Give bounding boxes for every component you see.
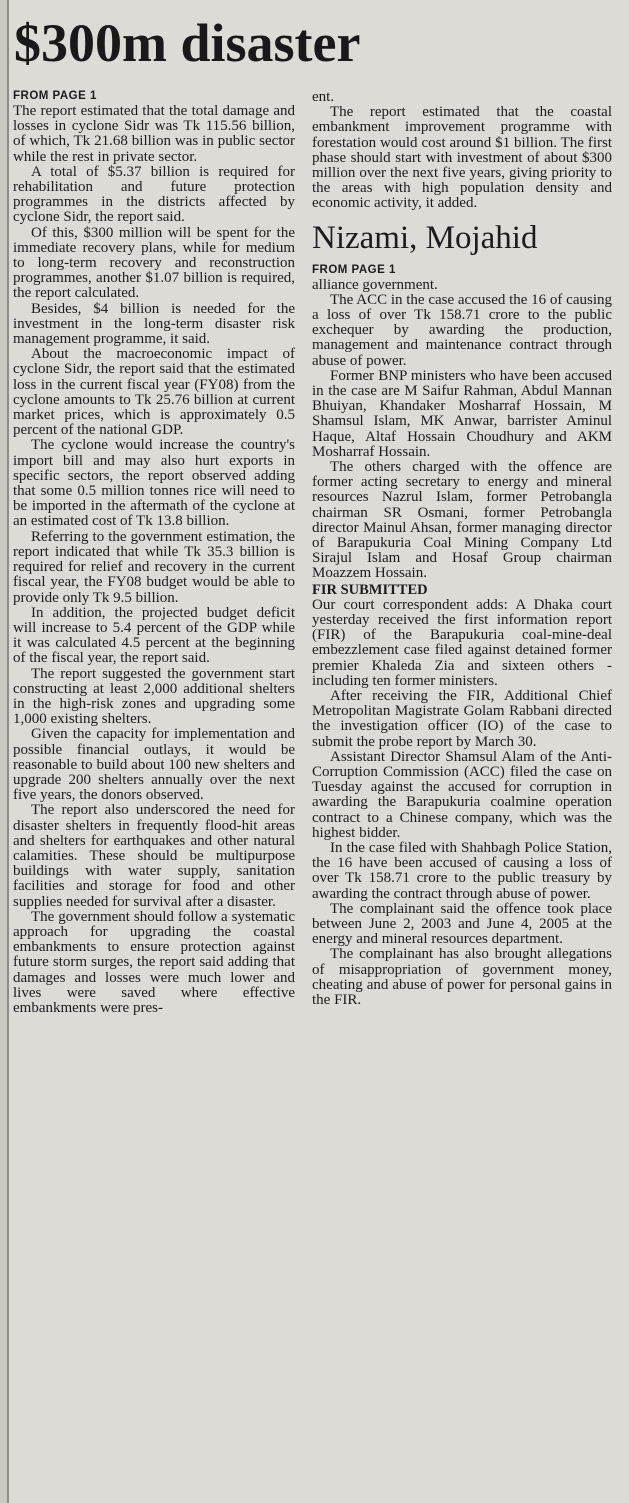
article-paragraph: About the macroeconomic impact of cyclone Sidr, the report said that the estimated loss in the current fiscal year (FY08) from the cyclone amounts to Tk 25.76 billion at current market prices, which is approximately 0.5 percent of the national GDP. [13, 346, 295, 439]
section-label-fir-submitted: FIR SUBMITTED [312, 581, 428, 598]
article-paragraph: The complainant said the offence took place between June 2, 2003 and June 4, 2005 at the energy and mineral resources department. [312, 900, 612, 948]
article-paragraph: In addition, the projected budget deficit will increase to 5.4 percent of the GDP while it was calculated 4.5 percent at the beginning of the fiscal year, the report said. [13, 604, 295, 667]
article-paragraph: In the case filed with Shahbagh Police Station, the 16 have been accused of causing a loss of over Tk 158.71 crore to the public treasury by awarding the contract through abuse of power. [312, 839, 612, 902]
article-paragraph: Assistant Director Shamsul Alam of the Anti-Corruption Commission (ACC) filed the case on Tuesday against the accused for corruption in awarding the Barapukuria coalmine operation contract to a Chinese company, which was the highest bidder. [312, 748, 612, 841]
article-paragraph: The ACC in the case accused the 16 of causing a loss of over Tk 158.71 crore to the public exchequer by awarding the production, management and maintenance contract through abuse of power. [312, 291, 612, 369]
continuation-text: ent. [312, 89, 335, 105]
kicker-from-page-1: FROM PAGE 1 [13, 90, 97, 102]
article-paragraph: The report estimated that the coastal embankment improvement programme with forestation would cost around $1 billion. The first phase should start with investment of about $300 million over the next five years, giving priority to the areas with high population density and economic activity, it added. [312, 104, 612, 212]
article-paragraph: The complainant has also brought allegations of misappropriation of government money, cheating and abuse of power for personal gains in the FIR. [312, 946, 612, 1008]
kicker-from-page-1: FROM PAGE 1 [312, 263, 396, 276]
article-paragraph: alliance government. [312, 276, 438, 293]
article-paragraph: The report suggested the government start constructing at least 2,000 additional shelters in the high-risk zones and upgrading some 1,000 existing shelters. [13, 665, 295, 728]
article-paragraph: The cyclone would increase the country's import bill and may also hurt exports in specific sectors, the report observed adding that some 0.5 million tonnes rice will need to be imported in the aftermath of the cyclone at an estimated cost of Tk 13.8 billion. [13, 437, 295, 530]
article-paragraph: The report also underscored the need for disaster shelters in frequently flood-hit areas and shelters for earthquakes and other natural calamities. These should be multipurpose buildings with water supply, sanitation facilities and storage for food and other supplies needed for survival after a disaster. [13, 802, 295, 910]
article-paragraph: The report estimated that the total damage and losses in cyclone Sidr was Tk 115.56 billion, of which, Tk 21.68 billion was in public sector while the rest in private sector. [13, 103, 295, 165]
article-paragraph: Besides, $4 billion is needed for the investment in the long-term disaster risk management programme, it said. [13, 300, 295, 348]
article-paragraph: The government should follow a systematic approach for upgrading the coastal embankments to ensure protection against future storm surges, the report said adding that damages and losses were much lower and lives were saved where effective embankments were pres- [13, 908, 295, 1016]
right-column [312, 90, 612, 1008]
headline: $300m disaster [14, 13, 361, 73]
page-edge-shadow [0, 0, 9, 1503]
article-paragraph: Of this, $300 million will be spent for the immediate recovery plans, while for medium to long-term recovery and reconstruction programmes, another $1.07 billion is required, the report calculated. [13, 224, 295, 302]
article-paragraph: Former BNP ministers who have been accused in the case are M Saifur Rahman, Abdul Mannan Bhuiyan, Khandaker Mosharraf Hossain, M Shamsul Islam, MK Anwar, barrister Aminul Haque, Altaf Hossain Choudhury and AKM Mosharraf Hossain. [312, 367, 612, 460]
left-column [13, 88, 295, 1016]
article-paragraph: After receiving the FIR, Additional Chief Metropolitan Magistrate Golam Rabbani directed the investigation officer (IO) of the case to submit the probe report by March 30. [312, 687, 612, 750]
subhead-nizami-mojahid: Nizami, Mojahid [312, 219, 538, 256]
article-paragraph: Given the capacity for implementation and possible financial outlays, it would be reasonable to build about 100 new shelters and upgrade 200 shelters annually over the next five years, the donors observed. [13, 726, 295, 804]
article-paragraph: Referring to the government estimation, the report indicated that while Tk 35.3 billion is required for relief and recovery in the current fiscal year, the FY08 budget would be able to provide only Tk 9.5 billion. [13, 528, 295, 606]
article-paragraph: A total of $5.37 billion is required for rehabilitation and future protection programmes in the districts affected by cyclone Sidr, the report said. [13, 163, 295, 226]
article-paragraph: Our court correspondent adds: A Dhaka court yesterday received the first information report (FIR) of the Barapukuria coal-mine-deal embezzlement case filed against detained former premier Khaleda Zia and sixteen others - including ten former ministers. [312, 596, 612, 689]
article-paragraph: The others charged with the offence are former acting secretary to energy and mineral resources Nazrul Islam, former Petrobangla chairman SR Osmani, former Petrobangla director Mainul Ahsan, former managing director of Barapukuria Coal Mining Company Ltd Sirajul Islam and Hosaf Group chairman Moazzem Hossain. [312, 459, 612, 582]
